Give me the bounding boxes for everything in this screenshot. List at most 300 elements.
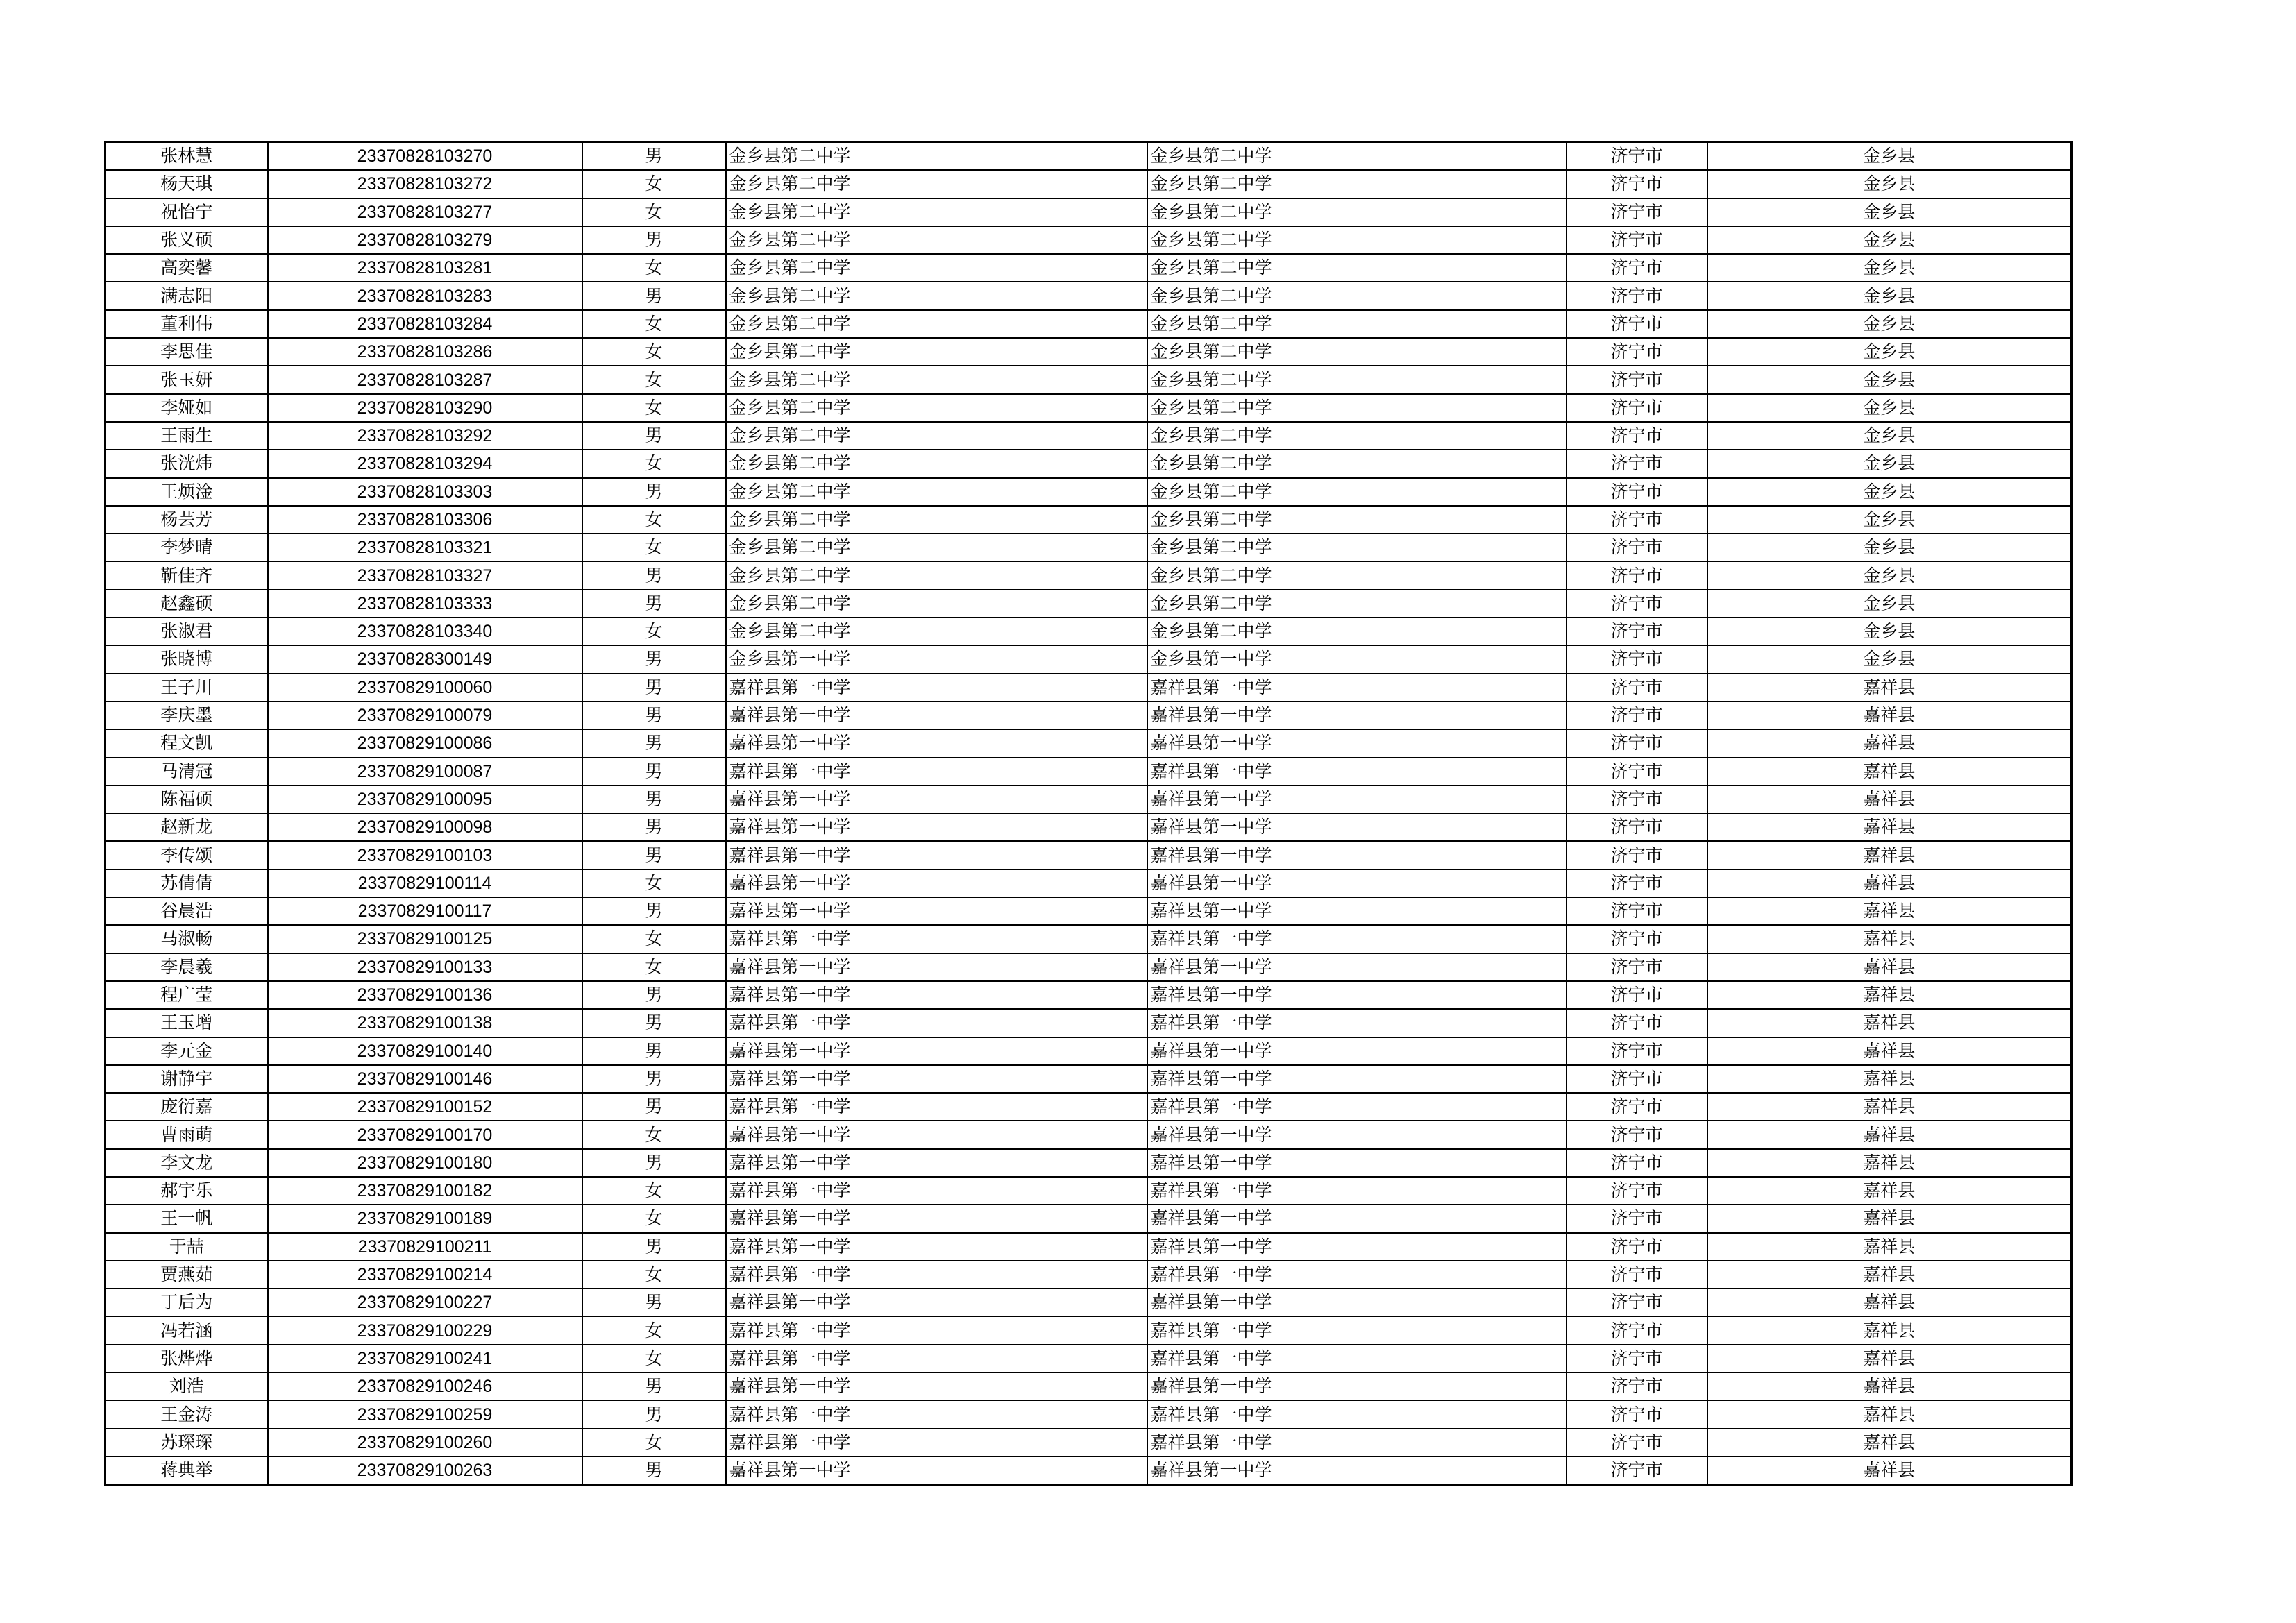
exam-number-cell: 23370828103283 (268, 282, 582, 309)
school-cell-2: 金乡县第二中学 (1147, 534, 1567, 561)
county-cell: 金乡县 (1707, 590, 2072, 618)
county-cell: 嘉祥县 (1707, 953, 2072, 981)
city-cell: 济宁市 (1567, 1429, 1707, 1456)
county-cell: 嘉祥县 (1707, 1233, 2072, 1261)
city-cell: 济宁市 (1567, 310, 1707, 338)
school-cell-2: 金乡县第二中学 (1147, 590, 1567, 618)
city-cell: 济宁市 (1567, 478, 1707, 506)
name-cell: 陈福硕 (105, 785, 268, 813)
county-cell: 嘉祥县 (1707, 1373, 2072, 1400)
school-cell-2: 金乡县第二中学 (1147, 506, 1567, 534)
school-cell-2: 金乡县第二中学 (1147, 254, 1567, 282)
gender-cell: 女 (582, 1316, 726, 1344)
name-cell: 程广莹 (105, 981, 268, 1009)
school-cell-2: 嘉祥县第一中学 (1147, 953, 1567, 981)
city-cell: 济宁市 (1567, 674, 1707, 702)
school-cell-2: 金乡县第二中学 (1147, 198, 1567, 226)
city-cell: 济宁市 (1567, 1289, 1707, 1316)
county-cell: 金乡县 (1707, 142, 2072, 171)
county-cell: 嘉祥县 (1707, 925, 2072, 953)
school-cell-2: 金乡县第二中学 (1147, 366, 1567, 393)
name-cell: 张玉妍 (105, 366, 268, 393)
school-cell-2: 金乡县第二中学 (1147, 561, 1567, 589)
city-cell: 济宁市 (1567, 729, 1707, 757)
city-cell: 济宁市 (1567, 1233, 1707, 1261)
city-cell: 济宁市 (1567, 1149, 1707, 1177)
table-row (105, 729, 2072, 757)
school-cell: 金乡县第二中学 (726, 170, 1147, 198)
name-cell: 王烦淦 (105, 478, 268, 506)
exam-number-cell: 23370829100136 (268, 981, 582, 1009)
exam-number-cell: 23370829100182 (268, 1177, 582, 1205)
county-cell: 金乡县 (1707, 422, 2072, 450)
school-cell: 嘉祥县第一中学 (726, 1205, 1147, 1232)
county-cell: 嘉祥县 (1707, 981, 2072, 1009)
table-body (105, 142, 2072, 1485)
table-row (105, 1037, 2072, 1065)
county-cell: 嘉祥县 (1707, 869, 2072, 897)
table-row (105, 450, 2072, 477)
exam-number-cell: 23370829100170 (268, 1121, 582, 1148)
school-cell: 嘉祥县第一中学 (726, 1456, 1147, 1485)
table-row (105, 142, 2072, 171)
school-cell-2: 金乡县第一中学 (1147, 645, 1567, 673)
school-cell-2: 金乡县第二中学 (1147, 450, 1567, 477)
county-cell: 嘉祥县 (1707, 1289, 2072, 1316)
county-cell: 金乡县 (1707, 310, 2072, 338)
county-cell: 金乡县 (1707, 450, 2072, 477)
gender-cell: 男 (582, 590, 726, 618)
exam-number-cell: 23370829100180 (268, 1149, 582, 1177)
school-cell-2: 嘉祥县第一中学 (1147, 674, 1567, 702)
city-cell: 济宁市 (1567, 953, 1707, 981)
name-cell: 贾燕茹 (105, 1261, 268, 1289)
table-row (105, 953, 2072, 981)
exam-number-cell: 23370829100095 (268, 785, 582, 813)
table-row (105, 590, 2072, 618)
school-cell-2: 嘉祥县第一中学 (1147, 1065, 1567, 1093)
school-cell: 嘉祥县第一中学 (726, 1121, 1147, 1148)
name-cell: 杨天琪 (105, 170, 268, 198)
exam-number-cell: 23370829100189 (268, 1205, 582, 1232)
name-cell: 张林慧 (105, 142, 268, 171)
school-cell: 金乡县第二中学 (726, 422, 1147, 450)
county-cell: 金乡县 (1707, 618, 2072, 645)
exam-number-cell: 23370829100117 (268, 897, 582, 925)
school-cell: 金乡县第二中学 (726, 198, 1147, 226)
table-row (105, 1121, 2072, 1148)
table-row (105, 1373, 2072, 1400)
gender-cell: 男 (582, 729, 726, 757)
school-cell: 金乡县第二中学 (726, 561, 1147, 589)
school-cell-2: 嘉祥县第一中学 (1147, 897, 1567, 925)
city-cell: 济宁市 (1567, 561, 1707, 589)
school-cell-2: 嘉祥县第一中学 (1147, 1316, 1567, 1344)
county-cell: 嘉祥县 (1707, 1205, 2072, 1232)
school-cell: 嘉祥县第一中学 (726, 1149, 1147, 1177)
gender-cell: 男 (582, 1456, 726, 1485)
exam-number-cell: 23370829100086 (268, 729, 582, 757)
school-cell: 金乡县第二中学 (726, 618, 1147, 645)
school-cell: 金乡县第二中学 (726, 394, 1147, 422)
city-cell: 济宁市 (1567, 1400, 1707, 1428)
gender-cell: 女 (582, 925, 726, 953)
name-cell: 张晓博 (105, 645, 268, 673)
table-row (105, 897, 2072, 925)
school-cell-2: 金乡县第二中学 (1147, 394, 1567, 422)
county-cell: 金乡县 (1707, 394, 2072, 422)
name-cell: 马清冠 (105, 758, 268, 785)
gender-cell: 男 (582, 674, 726, 702)
county-cell: 嘉祥县 (1707, 702, 2072, 729)
exam-number-cell: 23370828103294 (268, 450, 582, 477)
school-cell-2: 嘉祥县第一中学 (1147, 1289, 1567, 1316)
gender-cell: 男 (582, 702, 726, 729)
school-cell: 金乡县第二中学 (726, 366, 1147, 393)
table-row (105, 422, 2072, 450)
table-row (105, 254, 2072, 282)
table-row (105, 813, 2072, 841)
table-row (105, 338, 2072, 366)
gender-cell: 女 (582, 534, 726, 561)
exam-number-cell: 23370829100214 (268, 1261, 582, 1289)
gender-cell: 男 (582, 561, 726, 589)
school-cell: 金乡县第一中学 (726, 645, 1147, 673)
table-row (105, 282, 2072, 309)
school-cell-2: 嘉祥县第一中学 (1147, 981, 1567, 1009)
exam-number-cell: 23370828103321 (268, 534, 582, 561)
name-cell: 苏琛琛 (105, 1429, 268, 1456)
gender-cell: 男 (582, 758, 726, 785)
county-cell: 金乡县 (1707, 198, 2072, 226)
school-cell-2: 嘉祥县第一中学 (1147, 1429, 1567, 1456)
school-cell: 金乡县第二中学 (726, 590, 1147, 618)
name-cell: 李传颂 (105, 841, 268, 869)
city-cell: 济宁市 (1567, 841, 1707, 869)
gender-cell: 女 (582, 366, 726, 393)
city-cell: 济宁市 (1567, 758, 1707, 785)
exam-number-cell: 23370829100079 (268, 702, 582, 729)
table-row (105, 674, 2072, 702)
school-cell: 金乡县第二中学 (726, 310, 1147, 338)
table-row (105, 1233, 2072, 1261)
gender-cell: 女 (582, 450, 726, 477)
school-cell-2: 嘉祥县第一中学 (1147, 1456, 1567, 1485)
gender-cell: 女 (582, 869, 726, 897)
exam-number-cell: 23370829100227 (268, 1289, 582, 1316)
exam-number-cell: 23370828103303 (268, 478, 582, 506)
exam-number-cell: 23370829100125 (268, 925, 582, 953)
table-row (105, 785, 2072, 813)
exam-number-cell: 23370829100211 (268, 1233, 582, 1261)
gender-cell: 男 (582, 478, 726, 506)
exam-number-cell: 23370828103340 (268, 618, 582, 645)
gender-cell: 男 (582, 1065, 726, 1093)
exam-number-cell: 23370828103284 (268, 310, 582, 338)
county-cell: 嘉祥县 (1707, 1316, 2072, 1344)
exam-number-cell: 23370828103286 (268, 338, 582, 366)
gender-cell: 女 (582, 1261, 726, 1289)
gender-cell: 女 (582, 170, 726, 198)
name-cell: 冯若涵 (105, 1316, 268, 1344)
city-cell: 济宁市 (1567, 590, 1707, 618)
county-cell: 嘉祥县 (1707, 1456, 2072, 1485)
school-cell-2: 嘉祥县第一中学 (1147, 729, 1567, 757)
city-cell: 济宁市 (1567, 1177, 1707, 1205)
name-cell: 李庆墨 (105, 702, 268, 729)
county-cell: 金乡县 (1707, 338, 2072, 366)
school-cell-2: 嘉祥县第一中学 (1147, 1149, 1567, 1177)
table-row (105, 981, 2072, 1009)
exam-number-cell: 23370829100138 (268, 1009, 582, 1037)
table-row (105, 1177, 2072, 1205)
gender-cell: 女 (582, 1345, 726, 1373)
school-cell: 金乡县第二中学 (726, 226, 1147, 254)
exam-number-cell: 23370829100060 (268, 674, 582, 702)
gender-cell: 男 (582, 226, 726, 254)
name-cell: 赵新龙 (105, 813, 268, 841)
school-cell: 金乡县第二中学 (726, 142, 1147, 171)
school-cell: 嘉祥县第一中学 (726, 1345, 1147, 1373)
school-cell: 嘉祥县第一中学 (726, 1400, 1147, 1428)
school-cell-2: 嘉祥县第一中学 (1147, 1009, 1567, 1037)
name-cell: 程文凯 (105, 729, 268, 757)
name-cell: 王子川 (105, 674, 268, 702)
table-row (105, 478, 2072, 506)
school-cell: 嘉祥县第一中学 (726, 841, 1147, 869)
city-cell: 济宁市 (1567, 1065, 1707, 1093)
city-cell: 济宁市 (1567, 925, 1707, 953)
school-cell: 金乡县第二中学 (726, 254, 1147, 282)
table-row (105, 1149, 2072, 1177)
exam-number-cell: 23370828103290 (268, 394, 582, 422)
exam-number-cell: 23370829100241 (268, 1345, 582, 1373)
school-cell: 嘉祥县第一中学 (726, 813, 1147, 841)
school-cell-2: 嘉祥县第一中学 (1147, 1121, 1567, 1148)
county-cell: 金乡县 (1707, 226, 2072, 254)
county-cell: 金乡县 (1707, 254, 2072, 282)
school-cell-2: 嘉祥县第一中学 (1147, 1177, 1567, 1205)
city-cell: 济宁市 (1567, 785, 1707, 813)
city-cell: 济宁市 (1567, 645, 1707, 673)
name-cell: 杨芸芳 (105, 506, 268, 534)
school-cell: 嘉祥县第一中学 (726, 1316, 1147, 1344)
table-row (105, 1009, 2072, 1037)
county-cell: 金乡县 (1707, 506, 2072, 534)
gender-cell: 男 (582, 422, 726, 450)
gender-cell: 男 (582, 897, 726, 925)
table-row (105, 310, 2072, 338)
school-cell: 嘉祥县第一中学 (726, 1429, 1147, 1456)
city-cell: 济宁市 (1567, 1009, 1707, 1037)
gender-cell: 男 (582, 1373, 726, 1400)
name-cell: 王一帆 (105, 1205, 268, 1232)
school-cell: 嘉祥县第一中学 (726, 729, 1147, 757)
table-row (105, 198, 2072, 226)
gender-cell: 男 (582, 282, 726, 309)
city-cell: 济宁市 (1567, 813, 1707, 841)
exam-number-cell: 23370828103277 (268, 198, 582, 226)
school-cell-2: 金乡县第二中学 (1147, 170, 1567, 198)
school-cell-2: 嘉祥县第一中学 (1147, 758, 1567, 785)
school-cell: 嘉祥县第一中学 (726, 1037, 1147, 1065)
table-row (105, 925, 2072, 953)
name-cell: 于喆 (105, 1233, 268, 1261)
gender-cell: 男 (582, 813, 726, 841)
school-cell-2: 嘉祥县第一中学 (1147, 841, 1567, 869)
exam-number-cell: 23370828300149 (268, 645, 582, 673)
name-cell: 董利伟 (105, 310, 268, 338)
county-cell: 金乡县 (1707, 170, 2072, 198)
gender-cell: 女 (582, 618, 726, 645)
gender-cell: 男 (582, 1289, 726, 1316)
name-cell: 靳佳齐 (105, 561, 268, 589)
name-cell: 高奕馨 (105, 254, 268, 282)
county-cell: 嘉祥县 (1707, 1177, 2072, 1205)
exam-number-cell: 23370828103306 (268, 506, 582, 534)
school-cell-2: 金乡县第二中学 (1147, 478, 1567, 506)
county-cell: 嘉祥县 (1707, 1121, 2072, 1148)
table-row (105, 645, 2072, 673)
exam-number-cell: 23370829100229 (268, 1316, 582, 1344)
name-cell: 李娅如 (105, 394, 268, 422)
exam-number-cell: 23370828103333 (268, 590, 582, 618)
gender-cell: 女 (582, 1177, 726, 1205)
name-cell: 李元金 (105, 1037, 268, 1065)
city-cell: 济宁市 (1567, 1316, 1707, 1344)
school-cell-2: 嘉祥县第一中学 (1147, 1400, 1567, 1428)
exam-number-cell: 23370829100103 (268, 841, 582, 869)
city-cell: 济宁市 (1567, 981, 1707, 1009)
name-cell: 谷晨浩 (105, 897, 268, 925)
school-cell: 金乡县第二中学 (726, 478, 1147, 506)
school-cell: 嘉祥县第一中学 (726, 758, 1147, 785)
school-cell: 金乡县第二中学 (726, 450, 1147, 477)
table-row (105, 1289, 2072, 1316)
table-row (105, 506, 2072, 534)
city-cell: 济宁市 (1567, 198, 1707, 226)
school-cell: 嘉祥县第一中学 (726, 897, 1147, 925)
name-cell: 满志阳 (105, 282, 268, 309)
exam-number-cell: 23370828103327 (268, 561, 582, 589)
school-cell-2: 嘉祥县第一中学 (1147, 785, 1567, 813)
school-cell: 嘉祥县第一中学 (726, 1009, 1147, 1037)
table-row (105, 1429, 2072, 1456)
city-cell: 济宁市 (1567, 897, 1707, 925)
city-cell: 济宁市 (1567, 282, 1707, 309)
county-cell: 嘉祥县 (1707, 758, 2072, 785)
name-cell: 庞衍嘉 (105, 1093, 268, 1121)
table-row (105, 702, 2072, 729)
county-cell: 金乡县 (1707, 534, 2072, 561)
school-cell: 金乡县第二中学 (726, 506, 1147, 534)
gender-cell: 女 (582, 310, 726, 338)
city-cell: 济宁市 (1567, 1261, 1707, 1289)
table-row (105, 170, 2072, 198)
school-cell: 金乡县第二中学 (726, 534, 1147, 561)
gender-cell: 男 (582, 1149, 726, 1177)
school-cell: 嘉祥县第一中学 (726, 1233, 1147, 1261)
school-cell-2: 金乡县第二中学 (1147, 282, 1567, 309)
name-cell: 李晨羲 (105, 953, 268, 981)
name-cell: 郝宇乐 (105, 1177, 268, 1205)
gender-cell: 男 (582, 981, 726, 1009)
gender-cell: 男 (582, 1037, 726, 1065)
county-cell: 金乡县 (1707, 478, 2072, 506)
county-cell: 嘉祥县 (1707, 785, 2072, 813)
school-cell: 嘉祥县第一中学 (726, 1289, 1147, 1316)
table-row (105, 1261, 2072, 1289)
school-cell-2: 嘉祥县第一中学 (1147, 1093, 1567, 1121)
name-cell: 祝怡宁 (105, 198, 268, 226)
county-cell: 金乡县 (1707, 366, 2072, 393)
city-cell: 济宁市 (1567, 1037, 1707, 1065)
county-cell: 嘉祥县 (1707, 897, 2072, 925)
name-cell: 丁后为 (105, 1289, 268, 1316)
gender-cell: 男 (582, 1093, 726, 1121)
table-row (105, 1205, 2072, 1232)
city-cell: 济宁市 (1567, 170, 1707, 198)
name-cell: 张义硕 (105, 226, 268, 254)
table-row (105, 1093, 2072, 1121)
city-cell: 济宁市 (1567, 450, 1707, 477)
county-cell: 嘉祥县 (1707, 813, 2072, 841)
table-row (105, 869, 2072, 897)
gender-cell: 女 (582, 338, 726, 366)
gender-cell: 男 (582, 841, 726, 869)
county-cell: 嘉祥县 (1707, 1065, 2072, 1093)
city-cell: 济宁市 (1567, 702, 1707, 729)
county-cell: 嘉祥县 (1707, 1093, 2072, 1121)
city-cell: 济宁市 (1567, 1205, 1707, 1232)
county-cell: 嘉祥县 (1707, 841, 2072, 869)
table-row (105, 841, 2072, 869)
name-cell: 李思佳 (105, 338, 268, 366)
exam-number-cell: 23370829100260 (268, 1429, 582, 1456)
city-cell: 济宁市 (1567, 422, 1707, 450)
table-row (105, 561, 2072, 589)
city-cell: 济宁市 (1567, 226, 1707, 254)
school-cell-2: 嘉祥县第一中学 (1147, 1037, 1567, 1065)
school-cell: 嘉祥县第一中学 (726, 1065, 1147, 1093)
school-cell-2: 嘉祥县第一中学 (1147, 1205, 1567, 1232)
table-row (105, 534, 2072, 561)
exam-number-cell: 23370829100133 (268, 953, 582, 981)
school-cell: 嘉祥县第一中学 (726, 981, 1147, 1009)
exam-number-cell: 23370829100140 (268, 1037, 582, 1065)
county-cell: 嘉祥县 (1707, 1149, 2072, 1177)
name-cell: 张淑君 (105, 618, 268, 645)
school-cell-2: 金乡县第二中学 (1147, 338, 1567, 366)
county-cell: 嘉祥县 (1707, 729, 2072, 757)
city-cell: 济宁市 (1567, 618, 1707, 645)
gender-cell: 女 (582, 1205, 726, 1232)
table-row (105, 394, 2072, 422)
county-cell: 嘉祥县 (1707, 1400, 2072, 1428)
gender-cell: 男 (582, 1400, 726, 1428)
school-cell: 嘉祥县第一中学 (726, 1093, 1147, 1121)
school-cell-2: 金乡县第二中学 (1147, 422, 1567, 450)
city-cell: 济宁市 (1567, 1456, 1707, 1485)
school-cell: 嘉祥县第一中学 (726, 1373, 1147, 1400)
name-cell: 王雨生 (105, 422, 268, 450)
exam-number-cell: 23370829100259 (268, 1400, 582, 1428)
table-row (105, 1316, 2072, 1344)
name-cell: 李文龙 (105, 1149, 268, 1177)
gender-cell: 女 (582, 394, 726, 422)
exam-number-cell: 23370828103272 (268, 170, 582, 198)
table-row (105, 226, 2072, 254)
